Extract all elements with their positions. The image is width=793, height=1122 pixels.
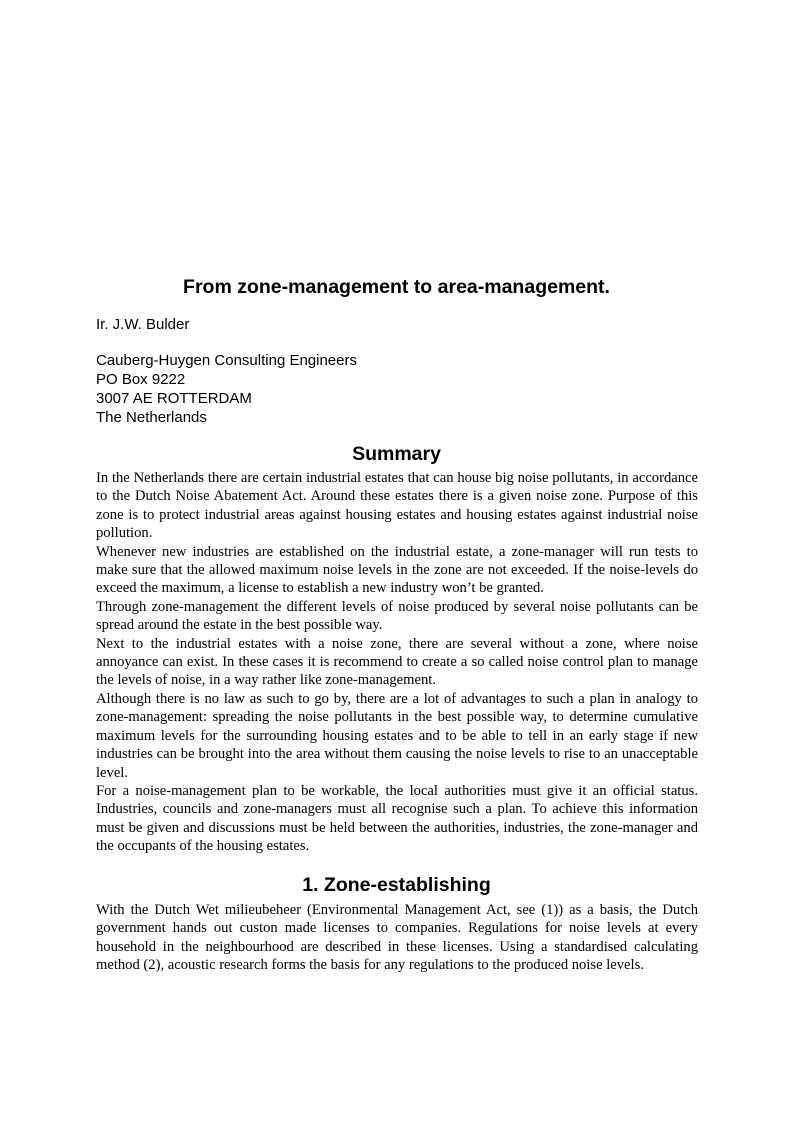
author-name: Ir. J.W. Bulder [96,316,190,333]
summary-paragraph: Through zone-management the different levels of noise produced by several noise pollutants can be spread around the estate in the best possible way. [96,598,698,634]
affiliation-country: The Netherlands [96,409,207,426]
summary-paragraph: Whenever new industries are established on the industrial estate, a zone-manager will run tests to make sure that the allowed maximum noise levels in the zone are not exceeded. If the noise-levels do exceed the maximum, a license to establish a new industry won’t be granted. [96,543,698,597]
affiliation-city: 3007 AE ROTTERDAM [96,390,252,407]
summary-body [96,469,698,856]
summary-heading: Summary [352,443,441,465]
section-1-body [96,901,698,975]
affiliation-po-box: PO Box 9222 [96,371,186,388]
summary-paragraph: Next to the industrial estates with a noise zone, there are several without a zone, where noise annoyance can exist. In these cases it is recommend to create a so called noise control plan to manage the levels of noise, in a way rather like zone-management. [96,635,698,689]
summary-paragraph: In the Netherlands there are certain industrial estates that can house big noise pollutants, in accordance to the Dutch Noise Abatement Act. Around these estates there is a given noise zone. Purpose of this zone is to protect industrial areas against housing estates and housing estates against industrial noise pollution. [96,470,698,542]
affiliation-company: Cauberg-Huygen Consulting Engineers [96,352,357,369]
section-1-paragraph: With the Dutch Wet milieubeheer (Environmental Management Act, see (1)) as a basis, the Dutch government hands out custon made licenses to companies. Regulations for noise levels at every household in the neighbourhood are described in these licenses. Using a standardised calculating method (2), acoustic research forms the basis for any regulations to the produced noise levels. [96,902,698,974]
author-affiliation [96,351,357,427]
summary-paragraph: For a noise-management plan to be workable, the local authorities must give it an official status. Industries, councils and zone-managers must all recognise such a plan. To achieve this information must be given and discussions must be held between the authorities, industries, the zone-manager and the occupants of the housing estates. [96,782,698,855]
section-1-heading: 1. Zone-establishing [302,874,491,896]
paper-title: From zone-management to area-management. [183,276,610,298]
summary-paragraph: Although there is no law as such to go by, there are a lot of advantages to such a plan in analogy to zone-management: spreading the noise pollutants in the best possible way, to determine cumulative maximum levels for the surrounding housing estates and to be able to tell in an early stage if new industries can be brought into the area without them causing the noise levels to rise to an unacceptable level. [96,690,698,781]
